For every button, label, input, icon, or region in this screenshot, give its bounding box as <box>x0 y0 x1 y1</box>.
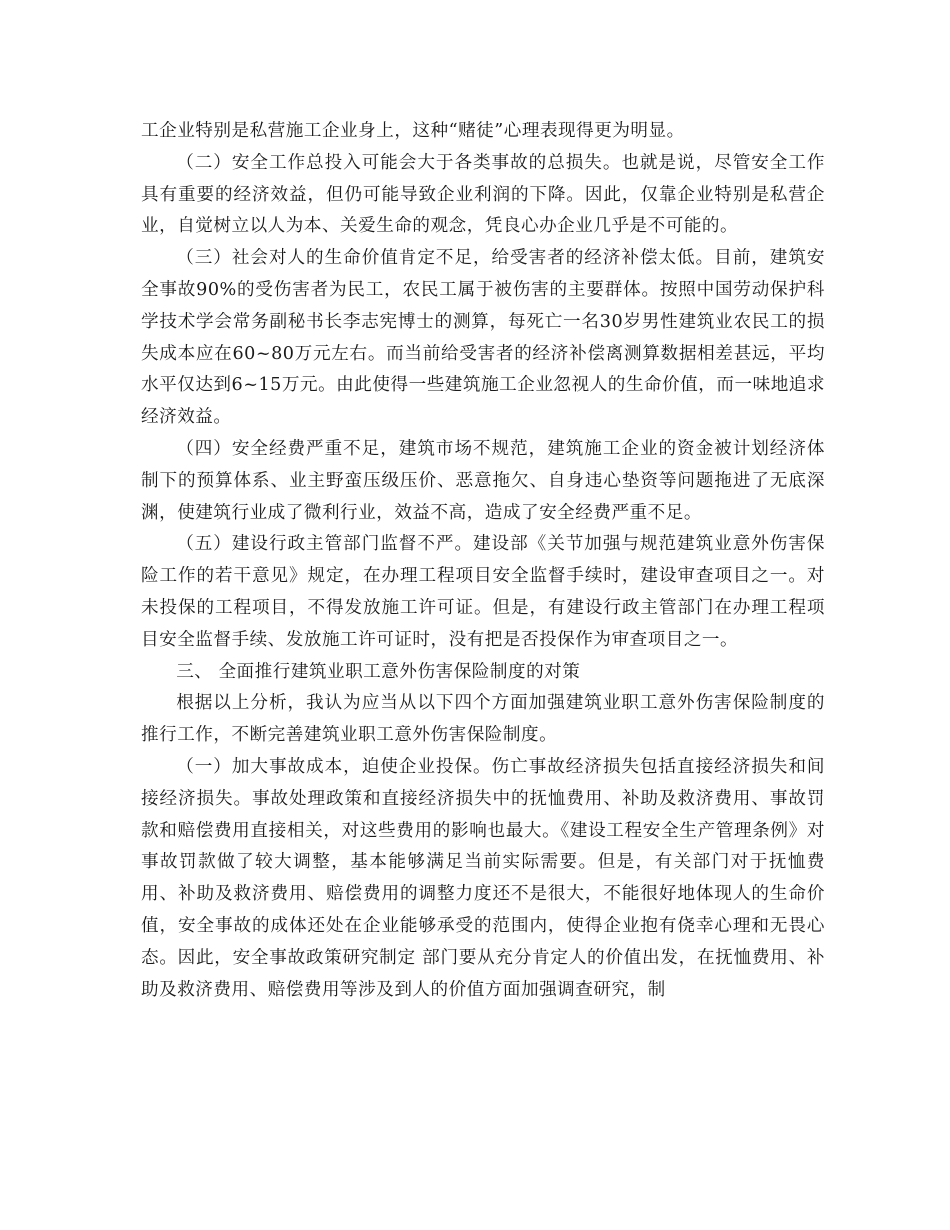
paragraph-item-3: （三）社会对人的生命价值肯定不足，给受害者的经济补偿太低。目前，建筑安全事故90%的受伤害者为民工，农民工属于被伤害的主要群体。按照中国劳动保护科学技术学会常务副秘书长李志宪博士的测算，每死亡一名30岁男性建筑业农民工的损失成本应在60~80万元左右。而当前给受害者的经济补偿离测算数据相差甚远，平均水平仅达到6~15万元。由此使得一些建筑施工企业忽视人的生命价值，而一味地追求经济效益。 <box>141 248 825 428</box>
paragraph-item-2: （二）安全工作总投入可能会大于各类事故的总损失。也就是说，尽管安全工作具有重要的经济效益，但仍可能导致企业利润的下降。因此，仅靠企业特别是私营企业，自觉树立以人为本、关爱生命的观念，凭良心办企业几乎是不可能的。 <box>141 152 825 237</box>
paragraph-item-4: （四）安全经费严重不足，建筑市场不规范，建筑施工企业的资金被计划经济体制下的预算体系、业主野蛮压级压价、恶意拖欠、自身违心垫资等问题拖进了无底深渊，使建筑行业成了微利行业，效益不高，造成了安全经费严重不足。 <box>141 438 825 523</box>
paragraph-item-5: （五）建设行政主管部门监督不严。建设部《关节加强与规范建筑业意外伤害保险工作的若干意见》规定，在办理工程项目安全监督手续时，建设审查项目之一。对未投保的工程项目，不得发放施工许可证。但是，有建设行政主管部门在办理工程项目安全监督手续、发放施工许可证时，没有把是否投保作为审查项目之一。 <box>141 534 825 650</box>
paragraph-continuation: 工企业特别是私营施工企业身上，这种“赌徒”心理表现得更为明显。 <box>141 121 685 141</box>
paragraph-measure-1: （一）加大事故成本，迫使企业投保。伤亡事故经济损失包括直接经济损失和间接经济损失。事故处理政策和直接经济损失中的抚恤费用、补助及救济费用、事故罚款和赔偿费用直接相关，对这些费用的影响也最大。《建设工程安全生产管理条例》对事故罚款做了较大调整，基本能够满足当前实际需要。但是，有关部门对于抚恤费用、补助及救济费用、赔偿费用的调整力度还不是很大，不能很好地体现人的生命价值，安全事故的成体还处在企业能够承受的范围内，使得企业抱有侥幸心理和无畏心态。因此，安全事故政策研究制定 部门要从充分肯定人的价值出发，在抚恤费用、补助及救济费用、赔偿费用等涉及到人的价值方面加强调查研究，制 <box>141 756 825 1000</box>
section-heading-3: 三、 全面推行建筑业职工意外伤害保险制度的对策 <box>176 661 581 682</box>
document-page <box>141 116 825 1006</box>
paragraph-intro: 根据以上分析，我认为应当从以下四个方面加强建筑业职工意外伤害保险制度的推行工作，不断完善建筑业职工意外伤害保险制度。 <box>141 693 825 746</box>
